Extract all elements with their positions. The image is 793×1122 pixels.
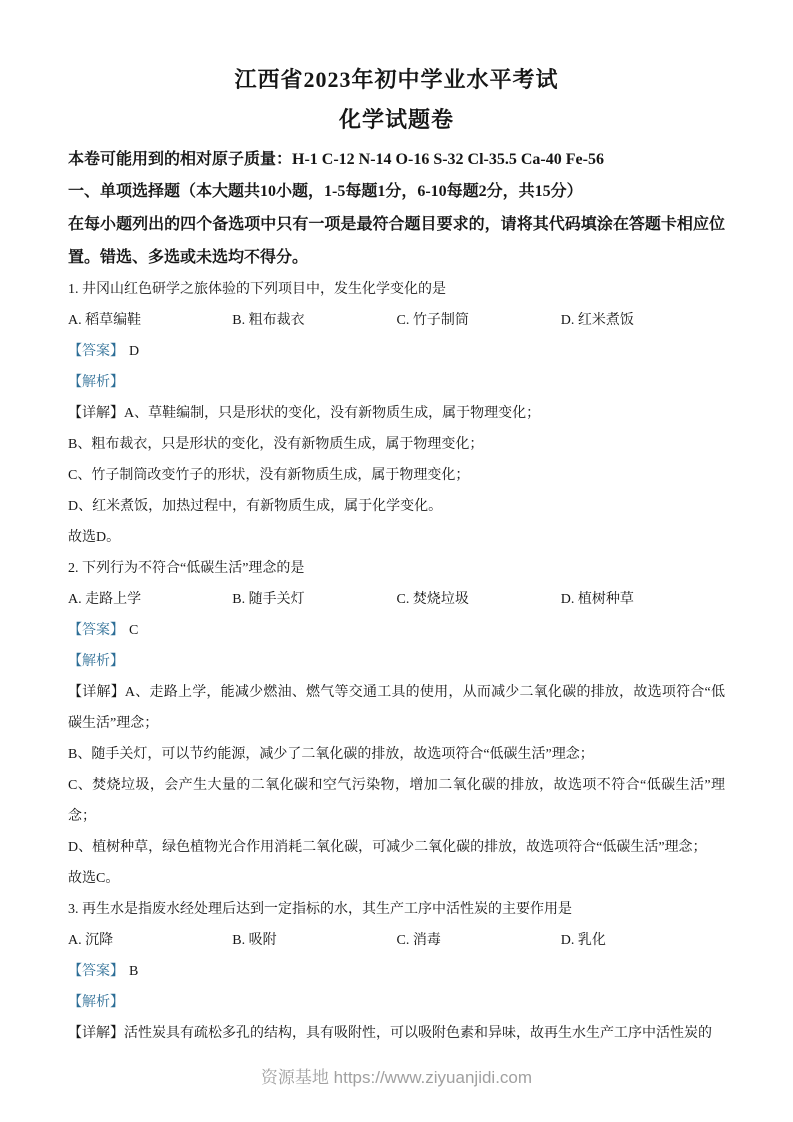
footer-watermark <box>0 1064 793 1092</box>
detail-line: 【详解】A、草鞋编制，只是形状的变化，没有新物质生成，属于物理变化； <box>68 406 541 421</box>
option-d: D. 乳化 <box>560 933 606 948</box>
question-stem: 2. 下列行为不符合“低碳生活”理念的是 <box>68 561 305 576</box>
option-b: B. 随手关灯 <box>232 592 305 607</box>
option-a: A. 沉降 <box>68 933 114 948</box>
answer-value: C <box>129 623 139 638</box>
detail-line: B、随手关灯，可以节约能源，减少了二氧化碳的排放，故选项符合“低碳生活”理念； <box>68 747 594 762</box>
detail-line: 【详解】A、走路上学，能减少燃油、燃气等交通工具的使用，从而减少二氧化碳的排放，故选项符合“低碳生活”理念； <box>68 685 725 731</box>
question-block-1 <box>68 274 725 553</box>
page-title: 江西省2023年初中学业水平考试 <box>234 67 559 92</box>
page-subtitle: 化学试题卷 <box>338 107 454 132</box>
detail-line: C、焚烧垃圾，会产生大量的二氧化碳和空气污染物，增加二氧化碳的排放，故选项不符合“低碳生活”理念； <box>68 778 725 824</box>
option-c: C. 焚烧垃圾 <box>396 592 469 607</box>
footer-link[interactable]: 资源基地 https://www.ziyuanjidi.com <box>260 1068 533 1087</box>
detail-line: D、红米煮饭，加热过程中，有新物质生成，属于化学变化。 <box>68 499 443 514</box>
answer-label: 【答案】 <box>68 964 124 979</box>
answer-line <box>68 956 725 987</box>
options-row <box>68 925 725 956</box>
answer-line <box>68 336 725 367</box>
section-heading: 一、单项选择题（本大题共10小题，1-5每题1分，6-10每题2分，共15分） <box>68 183 583 200</box>
option-a: A. 稻草编鞋 <box>68 313 142 328</box>
option-d: D. 植树种草 <box>560 592 634 607</box>
analysis-label: 【解析】 <box>68 375 124 390</box>
question-block-2 <box>68 553 725 894</box>
section-instructions: 在每小题列出的四个备选项中只有一项是最符合题目要求的，请将其代码填涂在答题卡相应位置。错选、多选或未选均不得分。 <box>68 216 725 266</box>
option-c: C. 消毒 <box>396 933 441 948</box>
detail-conclusion: 故选D。 <box>68 530 121 545</box>
detail-conclusion: 故选C。 <box>68 871 120 886</box>
options-row <box>68 305 725 336</box>
option-b: B. 粗布裁衣 <box>232 313 305 328</box>
analysis-label: 【解析】 <box>68 995 124 1010</box>
detail-line: C、竹子制筒改变竹子的形状，没有新物质生成，属于物理变化； <box>68 468 470 483</box>
analysis-label: 【解析】 <box>68 654 124 669</box>
options-row <box>68 584 725 615</box>
question-block-3 <box>68 894 725 1049</box>
detail-line: B、粗布裁衣，只是形状的变化，没有新物质生成，属于物理变化； <box>68 437 484 452</box>
question-stem: 1. 井冈山红色研学之旅体验的下列项目中，发生化学变化的是 <box>68 282 446 297</box>
answer-line <box>68 615 725 646</box>
atomic-mass-note: 本卷可能用到的相对原子质量：H-1 C-12 N-14 O-16 S-32 Cl-35.5 Ca-40 Fe-56 <box>68 151 604 168</box>
answer-value: D <box>129 344 140 359</box>
answer-label: 【答案】 <box>68 623 124 638</box>
detail-line: D、植树种草，绿色植物光合作用消耗二氧化碳，可减少二氧化碳的排放，故选项符合“低碳生活”理念； <box>68 840 707 855</box>
option-d: D. 红米煮饭 <box>560 313 634 328</box>
option-a: A. 走路上学 <box>68 592 142 607</box>
option-b: B. 吸附 <box>232 933 277 948</box>
detail-line: 【详解】活性炭具有疏松多孔的结构，具有吸附性，可以吸附色素和异味，故再生水生产工序中活性炭的 <box>68 1026 712 1041</box>
answer-label: 【答案】 <box>68 344 124 359</box>
option-c: C. 竹子制筒 <box>396 313 469 328</box>
answer-value: B <box>129 964 139 979</box>
question-stem: 3. 再生水是指废水经处理后达到一定指标的水，其生产工序中活性炭的主要作用是 <box>68 902 572 917</box>
